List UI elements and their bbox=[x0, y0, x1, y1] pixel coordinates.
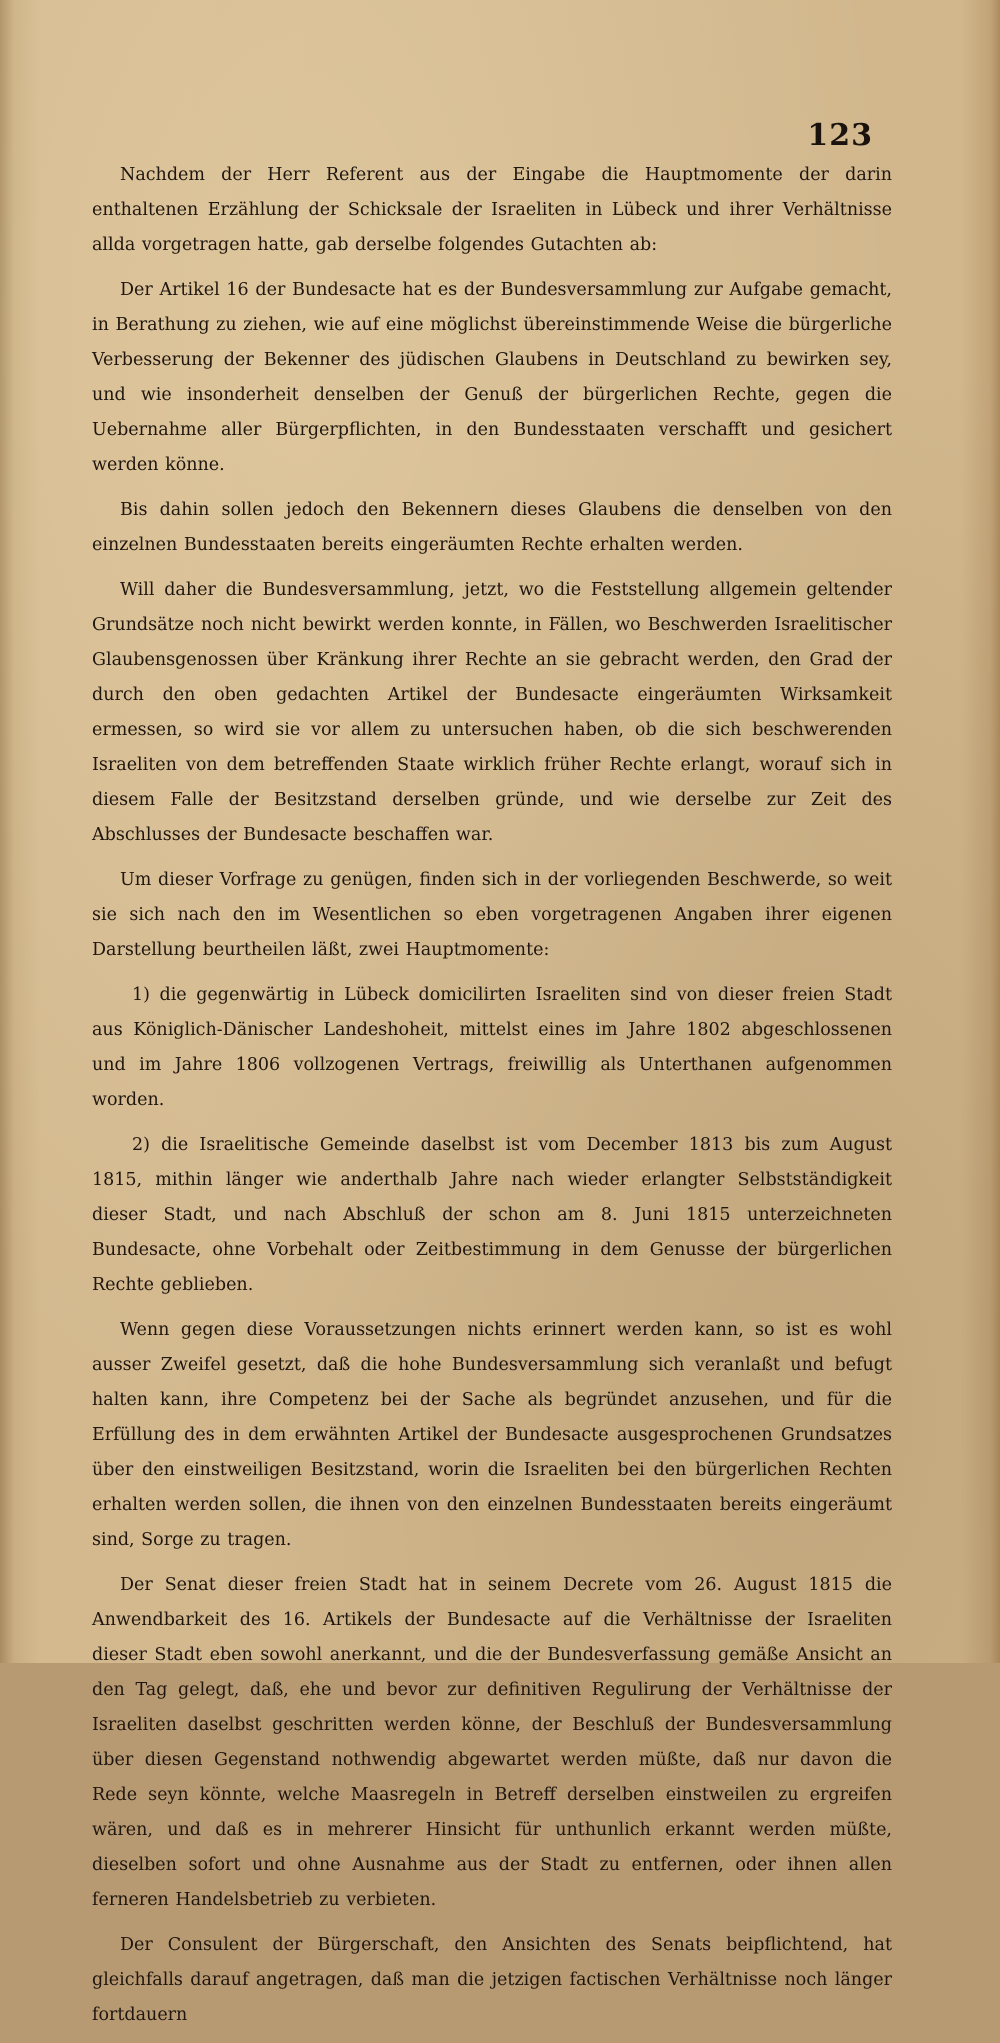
paragraph-point-2: 2) die Israelitische Gemeinde daselbst ist vom December 1813 bis zum August 1815, mithin länger wie anderthalb Jahre nach wieder erlangter Selbstständigkeit dieser Stadt, und nach Abschluß der schon am 8. Juni 1815 unterzeichneten Bundesacte, ohne Vorbehalt oder Zeitbestimmung in dem Genusse der bürgerlichen Rechte geblieben. bbox=[92, 1135, 892, 1295]
paragraph-intro: Nachdem der Herr Referent aus der Eingabe die Hauptmomente der darin enthaltenen Erzählung der Schicksale der Israeliten in Lübeck und ihrer Verhältnisse allda vorgetragen hatte, gab derselbe folgendes Gutachten ab: bbox=[92, 165, 892, 255]
paragraph-preliminary-question: Um dieser Vorfrage zu genügen, finden sich in der vorliegenden Beschwerde, so weit sie sich nach den im Wesentlichen so eben vorgetragenen Angaben ihrer eigenen Darstellung beurtheilen läßt, zwei Hauptmomente: bbox=[92, 870, 892, 960]
paragraph-until-then: Bis dahin sollen jedoch den Bekennern dieses Glaubens die denselben von den einzelnen Bundesstaaten bereits eingeräumten Rechte erhalten werden. bbox=[92, 500, 892, 555]
body-text bbox=[92, 158, 892, 2043]
paragraph-point-1: 1) die gegenwärtig in Lübeck domicilirten Israeliten sind von dieser freien Stadt aus Königlich-Dänischer Landeshoheit, mittelst eines im Jahre 1802 abgeschlossenen und im Jahre 1806 vollzogenen Vertrags, freiwillig als Unterthanen aufgenommen worden. bbox=[92, 985, 892, 1110]
paragraph-federal-assembly: Will daher die Bundesversammlung, jetzt, wo die Feststellung allgemein geltender Grundsätze noch nicht bewirkt werden konnte, in Fällen, wo Beschwerden Israelitischer Glaubensgenossen über Kränkung ihrer Rechte an sie gebracht werden, den Grad der durch den oben gedachten Artikel der Bundesacte eingeräumten Wirksamkeit ermessen, so wird sie vor allem zu untersuchen haben, ob die sich beschwerenden Israeliten von dem betreffenden Staate wirklich früher Rechte erlangt, worauf sich in diesem Falle der Besitzstand derselben gründe, und wie derselbe zur Zeit des Abschlusses der Bundesacte beschaffen war. bbox=[92, 580, 892, 845]
paragraph-senate-decree: Der Senat dieser freien Stadt hat in seinem Decrete vom 26. August 1815 die Anwendbarkeit des 16. Artikels der Bundesacte auf die Verhältnisse der Israeliten dieser Stadt eben sowohl anerkannt, und die der Bundesverfassung gemäße Ansicht an den Tag gelegt, daß, ehe und bevor zur definitiven Regulirung der Verhältnisse der Israeliten daselbst geschritten werden könne, der Beschluß der Bundesversammlung über diesen Gegenstand nothwendig abgewartet werden müßte, daß nur davon die Rede seyn könnte, welche Maasregeln in Betreff derselben einstweilen zu ergreifen wären, und daß es in mehrerer Hinsicht für unthunlich erkannt werden müßte, dieselben sofort und ohne Ausnahme aus der Stadt zu entfernen, oder ihnen allen ferneren Handelsbetrieb zu verbieten. bbox=[92, 1575, 892, 1910]
paragraph-article-16: Der Artikel 16 der Bundesacte hat es der Bundesversammlung zur Aufgabe gemacht, in Berathung zu ziehen, wie auf eine möglichst übereinstimmende Weise die bürgerliche Verbesserung der Bekenner des jüdischen Glaubens in Deutschland zu bewirken sey, und wie insonderheit denselben der Genuß der bürgerlichen Rechte, gegen die Uebernahme aller Bürgerpflichten, in den Bundesstaaten verschafft und gesichert werden könne. bbox=[92, 280, 892, 475]
paragraph-consulent: Der Consulent der Bürgerschaft, den Ansichten des Senats beipflichtend, hat gleichfalls darauf angetragen, daß man die jetzigen factischen Verhältnisse noch länger fortdauern bbox=[92, 1935, 892, 2025]
page-number: 123 bbox=[807, 118, 873, 153]
paragraph-competence: Wenn gegen diese Voraussetzungen nichts erinnert werden kann, so ist es wohl ausser Zweifel gesetzt, daß die hohe Bundesversammlung sich veranlaßt und befugt halten kann, ihre Competenz bei der Sache als begründet anzusehen, und für die Erfüllung des in dem erwähnten Artikel der Bundesacte ausgesprochenen Grundsatzes über den einstweiligen Besitzstand, worin die Israeliten bei den bürgerlichen Rechten erhalten werden sollen, die ihnen von den einzelnen Bundesstaaten bereits eingeräumt sind, Sorge zu tragen. bbox=[92, 1320, 892, 1550]
